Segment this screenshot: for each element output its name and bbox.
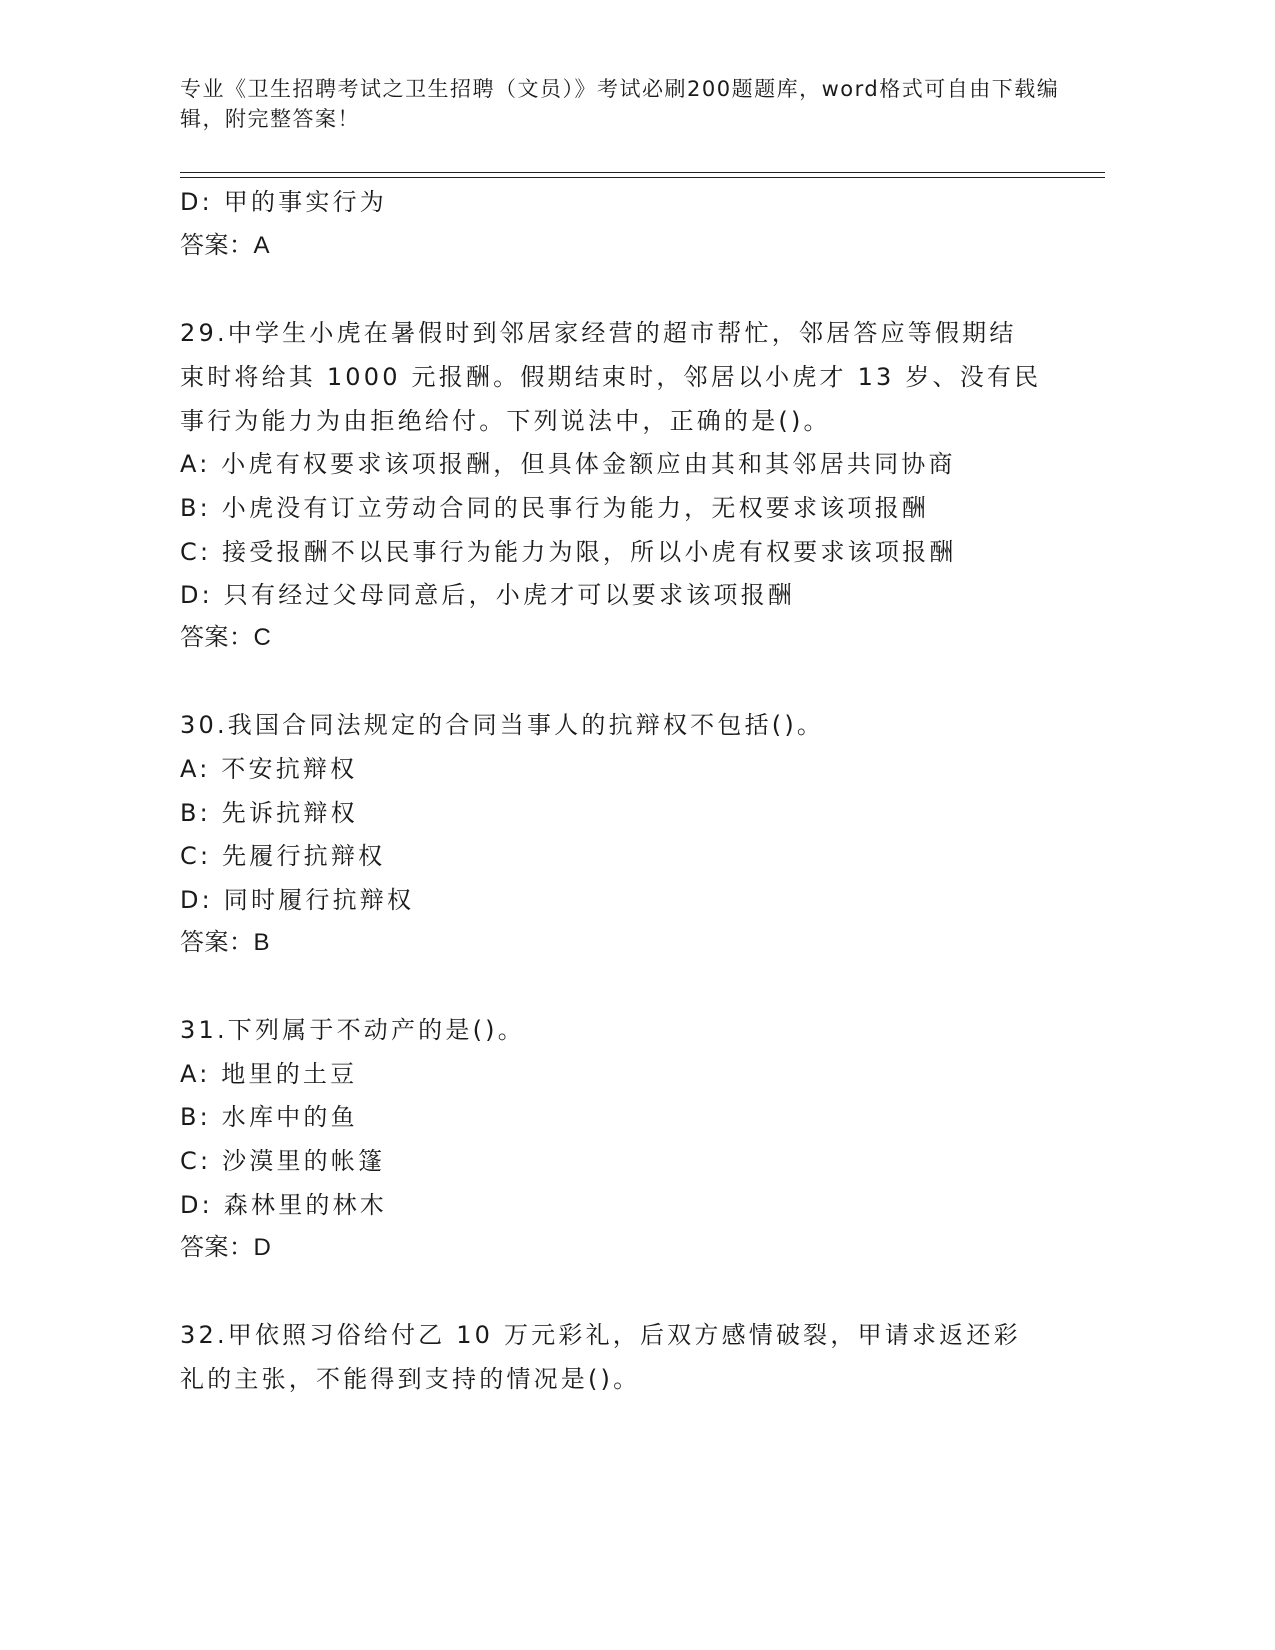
q29-stem-line3: 事行为能力为由拒绝给付。下列说法中，正确的是()。 <box>180 407 831 435</box>
q30-option-d: D: 同时履行抗辩权 <box>180 886 415 914</box>
q29-option-b: B: 小虎没有订立劳动合同的民事行为能力，无权要求该项报酬 <box>180 494 929 522</box>
q32-stem-line2: 礼的主张，不能得到支持的情况是()。 <box>180 1365 641 1393</box>
q30-answer: 答案：B <box>180 929 271 956</box>
q29-option-c: C: 接受报酬不以民事行为能力为限，所以小虎有权要求该项报酬 <box>180 538 957 566</box>
q29-answer: 答案：C <box>180 624 272 651</box>
q31-option-c: C: 沙漠里的帐篷 <box>180 1147 386 1175</box>
q30-option-b: B: 先诉抗辩权 <box>180 799 358 827</box>
q31-option-d: D: 森林里的林木 <box>180 1191 387 1219</box>
q29-option-d: D: 只有经过父母同意后，小虎才可以要求该项报酬 <box>180 581 795 609</box>
q30-stem: 30.我国合同法规定的合同当事人的抗辩权不包括()。 <box>180 711 825 739</box>
q30-option-c: C: 先履行抗辩权 <box>180 842 386 870</box>
q32-stem-line1: 32.甲依照习俗给付乙 10 万元彩礼，后双方感情破裂，甲请求返还彩 <box>180 1321 1021 1349</box>
header-rule-top <box>180 172 1105 173</box>
prev-option-d: D: 甲的事实行为 <box>180 188 387 216</box>
q31-stem: 31.下列属于不动产的是()。 <box>180 1016 525 1044</box>
q31-option-a: A: 地里的土豆 <box>180 1060 358 1088</box>
prev-answer: 答案：A <box>180 232 271 259</box>
page-header: 专业《卫生招聘考试之卫生招聘（文员）》考试必刷200题题库，word格式可自由下载编辑，附完整答案！ <box>180 77 1060 131</box>
q30-option-a: A: 不安抗辩权 <box>180 755 358 783</box>
q31-answer: 答案：D <box>180 1234 272 1261</box>
q31-option-b: B: 水库中的鱼 <box>180 1103 358 1131</box>
q29-option-a: A: 小虎有权要求该项报酬，但具体金额应由其和其邻居共同协商 <box>180 450 956 478</box>
q29-stem-line1: 29.中学生小虎在暑假时到邻居家经营的超市帮忙，邻居答应等假期结 <box>180 319 1017 347</box>
q29-stem-line2: 束时将给其 1000 元报酬。假期结束时，邻居以小虎才 13 岁、没有民 <box>180 363 1042 391</box>
header-rule-bottom <box>180 177 1105 178</box>
